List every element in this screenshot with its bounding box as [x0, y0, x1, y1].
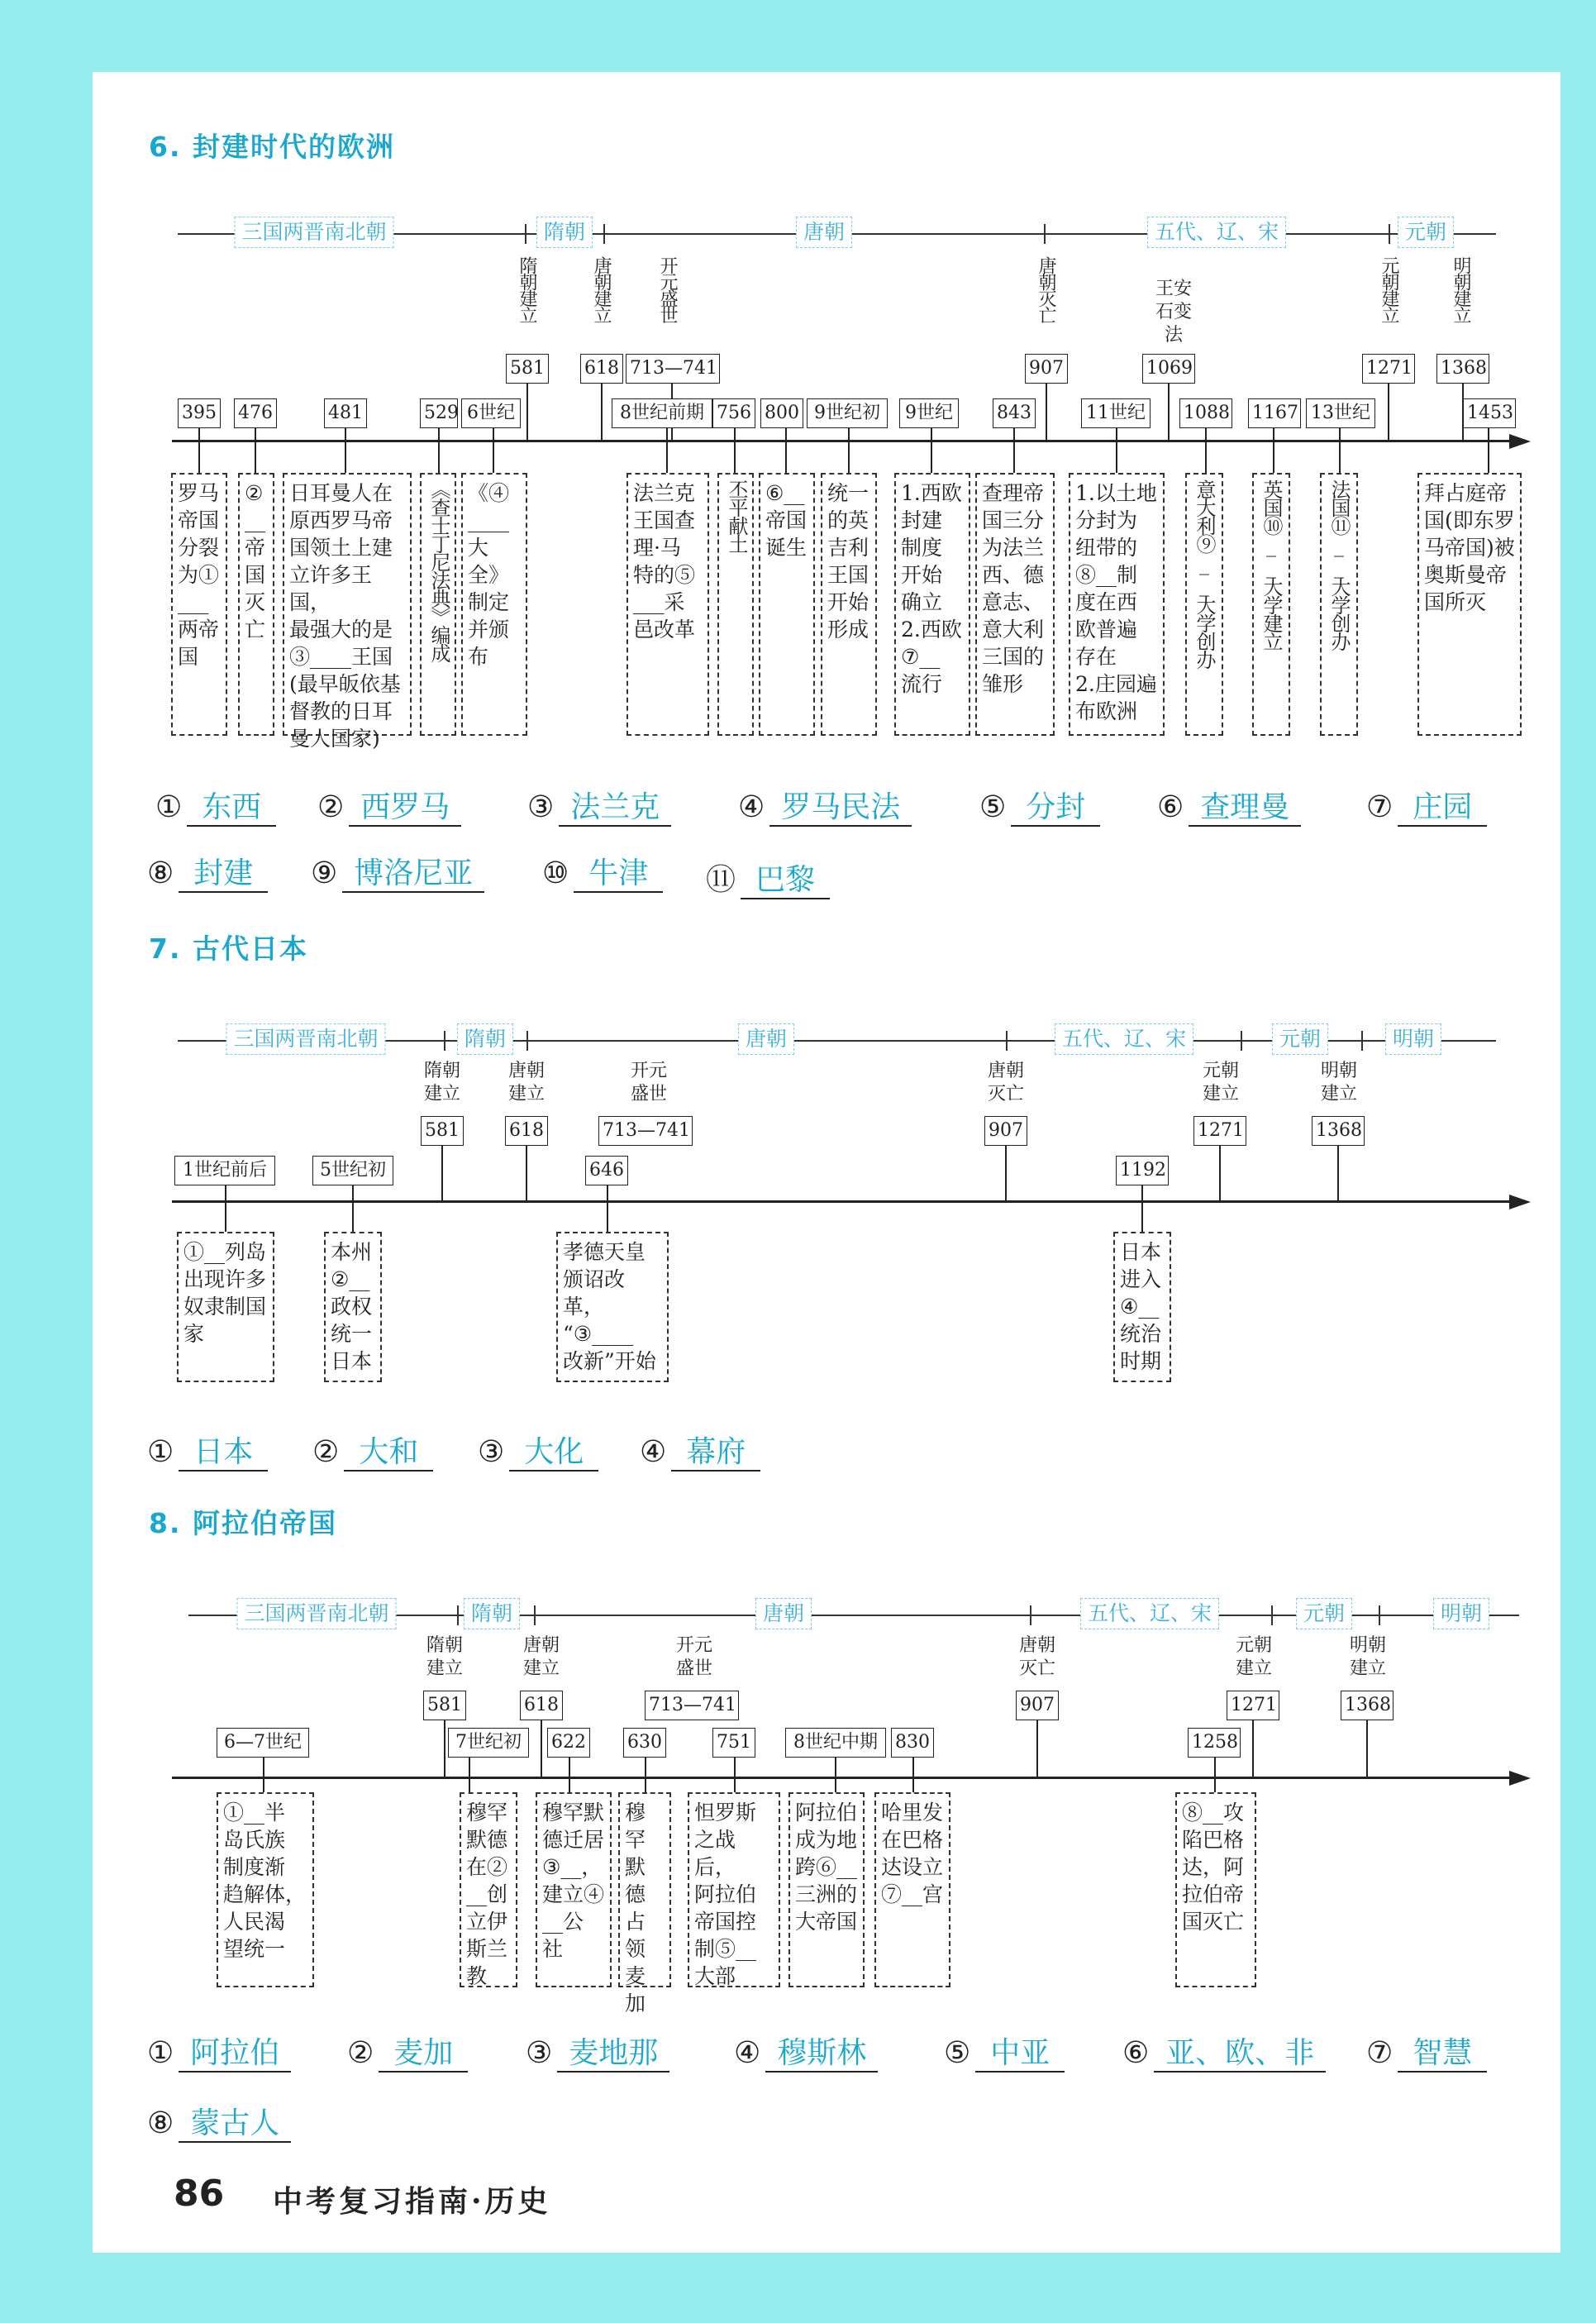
answer-number: ③ — [527, 790, 555, 824]
event-sui-founded: 隋朝 建立 — [426, 1635, 463, 1679]
year-tag: 1258 — [1188, 1728, 1241, 1758]
answer-5 — [979, 790, 1100, 827]
connector — [441, 1146, 443, 1200]
event-ming-founded: 明朝建立 — [1451, 256, 1471, 322]
event-wang-anshi: 王安 石变 法 — [1155, 279, 1192, 346]
arrow-right-icon — [1509, 1195, 1531, 1209]
event-desc: 统一 的英 吉利 王国 开始 形成 — [821, 473, 877, 736]
event-desc: 日耳曼人在 原西罗马帝 国领土上建 立许多王国， 最强大的是 ③____王国 (最早皈依基 督教的日耳 曼人国家) — [283, 473, 412, 736]
event-desc — [1185, 473, 1223, 736]
page-number: 86 — [174, 2173, 225, 2215]
answer-number: ② — [347, 2036, 374, 2070]
event-desc: 穆罕 默德 占领 麦加 — [618, 1792, 671, 1987]
year-tag: 9世纪初 — [807, 398, 888, 428]
event-desc: 拜占庭帝 国(即东罗 马帝国)被 奥斯曼帝 国所灭 — [1417, 473, 1522, 736]
year-tag: 843 — [993, 398, 1036, 428]
answer-3 — [478, 1435, 598, 1472]
answer-3 — [526, 2036, 669, 2073]
era-tick — [526, 1031, 528, 1051]
era-label-sanguo: 三国两晋南北朝 — [236, 1598, 396, 1629]
answer-10 — [542, 856, 663, 893]
answer-number: ② — [312, 1435, 340, 1469]
year-box: 1271 — [1193, 1116, 1246, 1146]
answer-3 — [527, 790, 671, 827]
year-box: 618 — [580, 354, 623, 384]
year-box: 907 — [1025, 354, 1068, 384]
answer-value: 智慧 — [1398, 2036, 1487, 2073]
era-label-wudai: 五代、辽、宋 — [1055, 1023, 1193, 1055]
event-desc: 哈里发 在巴格 达设立 ⑦__宫 — [874, 1792, 950, 1987]
event-ming-founded: 明朝 建立 — [1320, 1061, 1357, 1104]
answer-number: ⑪ — [706, 863, 736, 897]
connector — [848, 428, 850, 473]
year-box: 713—741 — [626, 354, 720, 384]
answer-7 — [1366, 2036, 1487, 2073]
answer-2 — [347, 2036, 468, 2073]
event-desc: 1.以土地 分封为 纽带的 ⑧__制 度在西 欧普遍 存在 2.庄园遍 布欧洲 — [1069, 473, 1165, 736]
answer-9 — [311, 856, 484, 893]
year-tag: 6世纪 — [461, 398, 521, 428]
connector — [931, 428, 932, 473]
connector — [645, 1758, 646, 1792]
connector — [1388, 384, 1389, 440]
connector — [541, 1720, 542, 1777]
oxford-university: 英国⑩__大学建立 — [1260, 479, 1283, 650]
event-yuan-founded: 元朝 建立 — [1235, 1635, 1272, 1679]
timeline-axis — [172, 1777, 1511, 1779]
era-label-ming: 明朝 — [1385, 1023, 1441, 1055]
answer-5 — [944, 2036, 1065, 2073]
event-kaiyuan: 开元盛世 — [657, 256, 678, 322]
event-tang-founded: 唐朝 建立 — [522, 1635, 560, 1679]
answer-number: ③ — [478, 1435, 505, 1469]
year-tag: 395 — [178, 398, 221, 428]
answer-value: 封建 — [179, 856, 268, 893]
answer-2 — [317, 790, 461, 827]
paris-university: 法国⑪__大学创办 — [1327, 479, 1351, 650]
era-label-wudai: 五代、辽、宋 — [1080, 1598, 1219, 1629]
italy-university: 意大利⑨__大学创办 — [1193, 479, 1216, 668]
connector — [526, 1146, 527, 1200]
answer-8 — [147, 856, 268, 893]
section-6-title: 6. 封建时代的欧洲 — [149, 131, 395, 163]
era-tick — [1389, 224, 1390, 244]
connector — [666, 428, 668, 473]
year-box: 1271 — [1227, 1691, 1279, 1720]
book-title: 中考复习指南·历史 — [273, 2184, 551, 2219]
era-label-yuan: 元朝 — [1398, 217, 1454, 248]
year-box: 581 — [506, 354, 549, 384]
answer-number: ④ — [738, 790, 765, 824]
event-desc: 罗马 帝国 分裂 为① ___ 两帝 国 — [171, 473, 227, 736]
era-label-tang: 唐朝 — [755, 1598, 812, 1629]
connector — [1141, 1185, 1143, 1233]
answer-value: 亚、欧、非 — [1154, 2036, 1326, 2073]
event-tang-fall: 唐朝灭亡 — [1036, 256, 1056, 322]
era-bar — [188, 1601, 1519, 1625]
era-label-sui: 隋朝 — [464, 1598, 520, 1629]
answer-number: ② — [317, 790, 345, 824]
era-label-tang: 唐朝 — [738, 1023, 794, 1055]
connector — [1337, 1146, 1339, 1200]
year-box: 713—741 — [645, 1691, 739, 1720]
era-tick — [534, 1605, 536, 1625]
connector — [734, 1758, 736, 1792]
era-label-sui: 隋朝 — [536, 217, 593, 248]
event-desc: 法兰克 王国查 理·马 特的⑤ ___采 邑改革 — [626, 473, 709, 736]
event-desc: ①__列岛 出现许多 奴隶制国 家 — [177, 1232, 274, 1382]
connector — [601, 384, 603, 440]
event-desc: 怛罗斯 之战后， 阿拉伯 帝国控 制⑤__ 大部 — [688, 1792, 780, 1987]
event-desc: ⑥__ 帝国 诞生 — [759, 473, 815, 736]
answer-value: 西罗马 — [349, 790, 461, 827]
year-tag: 8世纪中期 — [785, 1728, 886, 1758]
year-tag: 830 — [891, 1728, 934, 1758]
era-tick — [603, 224, 605, 244]
connector — [1366, 1720, 1368, 1777]
arrow-right-icon — [1509, 1771, 1531, 1786]
connector — [569, 1758, 570, 1792]
connector — [912, 1758, 914, 1792]
event-kaiyuan: 开元 盛世 — [675, 1635, 712, 1679]
arrow-right-icon — [1509, 434, 1531, 449]
connector — [198, 428, 200, 473]
timeline-axis — [172, 440, 1511, 442]
year-tag: 11世纪 — [1081, 398, 1151, 428]
event-tang-founded: 唐朝建立 — [591, 256, 612, 322]
year-box: 618 — [520, 1691, 563, 1720]
connector — [1168, 384, 1170, 440]
answer-value: 牛津 — [574, 856, 663, 893]
event-desc: 孝德天皇 颁诏改革， “③____ 改新”开始 — [556, 1232, 669, 1382]
connector — [1488, 428, 1489, 473]
era-tick — [1361, 1031, 1363, 1051]
year-tag: 1192 — [1116, 1156, 1169, 1185]
year-tag: 1453 — [1463, 398, 1516, 428]
year-box: 907 — [1016, 1691, 1059, 1720]
answer-value: 麦地那 — [557, 2036, 669, 2073]
event-desc: ② __ 帝 国 灭 亡 — [238, 473, 274, 736]
connector — [785, 428, 787, 473]
section-7-title: 7. 古代日本 — [149, 933, 308, 965]
answer-4 — [640, 1435, 760, 1472]
connector — [1013, 428, 1015, 473]
connector — [1252, 1720, 1254, 1777]
answer-number: ① — [155, 790, 183, 824]
connector — [1005, 1146, 1007, 1200]
answer-number: ⑥ — [1122, 2036, 1150, 2070]
answer-number: ⑧ — [147, 856, 174, 890]
connector — [352, 1185, 354, 1233]
answer-number: ⑤ — [944, 2036, 971, 2070]
connector — [469, 1758, 470, 1792]
era-label-ming: 明朝 — [1433, 1598, 1489, 1629]
connector — [1116, 428, 1117, 473]
answer-1 — [155, 790, 276, 827]
answer-value: 穆斯林 — [765, 2036, 878, 2073]
year-box: 1069 — [1142, 354, 1195, 384]
answer-value: 罗马民法 — [769, 790, 912, 827]
answer-1 — [147, 2036, 291, 2073]
connector — [1205, 428, 1207, 473]
answer-value: 日本 — [179, 1435, 268, 1472]
era-tick — [1379, 1605, 1380, 1625]
year-tag: 646 — [585, 1156, 628, 1185]
connector — [345, 428, 346, 473]
era-tick — [1271, 1605, 1273, 1625]
era-tick — [1006, 1031, 1008, 1051]
year-box: 581 — [423, 1691, 466, 1720]
connector — [835, 1758, 836, 1792]
event-yuan-founded: 元朝建立 — [1379, 256, 1399, 322]
connector — [526, 384, 528, 440]
answer-value: 阿拉伯 — [179, 2036, 291, 2073]
year-tag: 622 — [547, 1728, 590, 1758]
era-tick — [457, 1605, 459, 1625]
answer-number: ⑧ — [147, 2106, 174, 2140]
answer-value: 庄园 — [1398, 790, 1487, 827]
event-desc: 本州 ②__ 政权 统一 日本 — [324, 1232, 382, 1382]
connector — [263, 1758, 264, 1792]
year-tag: 481 — [324, 398, 367, 428]
era-label-wudai: 五代、辽、宋 — [1147, 217, 1286, 248]
event-sui-founded: 隋朝 建立 — [423, 1061, 460, 1104]
year-box: 1271 — [1362, 354, 1415, 384]
answer-2 — [312, 1435, 433, 1472]
year-tag: 9世纪 — [899, 398, 959, 428]
section-8-title: 8. 阿拉伯帝国 — [149, 1507, 337, 1539]
answer-8 — [147, 2106, 291, 2143]
era-label-tang: 唐朝 — [796, 217, 852, 248]
year-box: 1368 — [1436, 354, 1489, 384]
year-tag: 6—7世纪 — [217, 1728, 309, 1758]
answer-number: ④ — [640, 1435, 667, 1469]
answer-value: 博洛尼亚 — [342, 856, 484, 893]
answer-number: ⑤ — [979, 790, 1007, 824]
connector — [607, 1185, 608, 1233]
answer-number: ① — [147, 1435, 174, 1469]
answer-6 — [1122, 2036, 1326, 2073]
connector — [225, 1185, 226, 1233]
event-desc: 1.西欧 封建 制度 开始 确立 2.西欧 ⑦__ 流行 — [894, 473, 970, 736]
answer-number: ③ — [526, 2036, 553, 2070]
year-tag: 8世纪前期 — [612, 398, 712, 428]
year-box: 713—741 — [598, 1116, 693, 1146]
era-tick — [1241, 1031, 1242, 1051]
era-tick — [1030, 1605, 1031, 1625]
answer-number: ① — [147, 2036, 174, 2070]
year-tag: 13世纪 — [1306, 398, 1375, 428]
connector — [1036, 1720, 1038, 1777]
era-label-sanguo: 三国两晋南北朝 — [234, 217, 393, 248]
year-box: 1368 — [1312, 1116, 1365, 1146]
connector — [734, 428, 736, 473]
connector — [255, 428, 256, 473]
answer-number: ⑥ — [1157, 790, 1184, 824]
connector — [444, 1720, 445, 1777]
event-ming-founded: 明朝 建立 — [1349, 1635, 1386, 1679]
answer-value: 大化 — [509, 1435, 598, 1472]
answer-value: 查理曼 — [1189, 790, 1301, 827]
era-bar — [178, 1027, 1496, 1051]
answer-value: 巴黎 — [741, 863, 830, 899]
era-label-sanguo: 三国两晋南北朝 — [226, 1023, 385, 1055]
year-tag: 476 — [234, 398, 277, 428]
year-box: 1368 — [1341, 1691, 1394, 1720]
connector — [493, 428, 494, 473]
timeline-axis — [172, 1200, 1511, 1203]
event-desc: ⑧__攻 陷巴格 达，阿 拉伯帝 国灭亡 — [1175, 1792, 1256, 1987]
answer-value: 大和 — [344, 1435, 433, 1472]
event-sui-founded: 隋朝建立 — [517, 256, 537, 322]
answer-4 — [738, 790, 912, 827]
event-desc — [717, 473, 754, 736]
event-tang-fall: 唐朝 灭亡 — [1018, 1635, 1055, 1679]
year-tag: 800 — [760, 398, 803, 428]
event-kaiyuan: 开元 盛世 — [630, 1061, 667, 1104]
event-desc: 《④ ____ 大全》 制定 并颁 布 — [461, 473, 527, 736]
event-yuan-founded: 元朝 建立 — [1202, 1061, 1239, 1104]
connector — [1046, 384, 1047, 440]
event-desc: 日本 进入 ④__ 统治 时期 — [1113, 1232, 1171, 1382]
pepin-donation: 丕平献土 — [725, 479, 748, 552]
answer-value: 分封 — [1011, 790, 1100, 827]
connector — [1273, 428, 1274, 473]
year-tag: 630 — [623, 1728, 666, 1758]
era-tick — [444, 1031, 445, 1051]
event-desc: 查理帝 国三分 为法兰 西、德 意志、 意大利 三国的 雏形 — [975, 473, 1055, 736]
event-desc: 阿拉伯 成为地 跨⑥__ 三洲的 大帝国 — [788, 1792, 865, 1987]
answer-value: 幕府 — [671, 1435, 760, 1472]
event-desc — [1320, 473, 1358, 736]
answer-4 — [734, 2036, 878, 2073]
answer-6 — [1157, 790, 1301, 827]
year-box: 907 — [984, 1116, 1027, 1146]
year-tag: 529 — [420, 398, 458, 428]
answer-value: 中亚 — [975, 2036, 1065, 2073]
year-box: 581 — [421, 1116, 464, 1146]
era-bar — [178, 220, 1496, 244]
event-tang-founded: 唐朝 建立 — [507, 1061, 545, 1104]
answer-number: ④ — [734, 2036, 761, 2070]
year-tag: 5世纪初 — [312, 1156, 393, 1185]
year-tag: 751 — [712, 1728, 755, 1758]
connector — [1214, 1758, 1216, 1792]
event-desc — [420, 473, 456, 736]
code-title: 《查士丁尼法典》编成 — [427, 479, 450, 661]
era-label-yuan: 元朝 — [1296, 1598, 1352, 1629]
year-tag: 1088 — [1179, 398, 1232, 428]
answer-number: ⑦ — [1366, 2036, 1394, 2070]
answer-value: 东西 — [187, 790, 276, 827]
answer-value: 蒙古人 — [179, 2106, 291, 2143]
answer-value: 麦加 — [379, 2036, 468, 2073]
era-tick — [1044, 224, 1046, 244]
event-desc: ①__半 岛氏族 制度渐 趋解体， 人民渴 望统一 — [217, 1792, 314, 1987]
event-desc — [1252, 473, 1290, 736]
answer-11 — [706, 856, 830, 899]
answer-1 — [147, 1435, 268, 1472]
event-desc: 穆罕默 德迁居 ③__， 建立④ __公 社 — [536, 1792, 612, 1987]
event-tang-fall: 唐朝 灭亡 — [987, 1061, 1024, 1104]
era-label-sui: 隋朝 — [457, 1023, 513, 1055]
era-tick — [525, 224, 526, 244]
answer-7 — [1366, 790, 1487, 827]
era-label-yuan: 元朝 — [1272, 1023, 1328, 1055]
year-tag: 1世纪前后 — [174, 1156, 275, 1185]
answer-number: ⑨ — [311, 856, 338, 890]
answer-value: 法兰克 — [559, 790, 671, 827]
connector — [1339, 428, 1341, 473]
connector — [438, 428, 440, 473]
year-tag: 7世纪初 — [448, 1728, 529, 1758]
connector — [1219, 1146, 1221, 1200]
year-box: 618 — [505, 1116, 548, 1146]
year-tag: 756 — [712, 398, 755, 428]
event-desc: 穆罕 默德 在② __创 立伊 斯兰 教 — [460, 1792, 517, 1987]
year-tag: 1167 — [1248, 398, 1301, 428]
answer-number: ⑦ — [1366, 790, 1394, 824]
answer-number: ⑩ — [542, 856, 569, 890]
